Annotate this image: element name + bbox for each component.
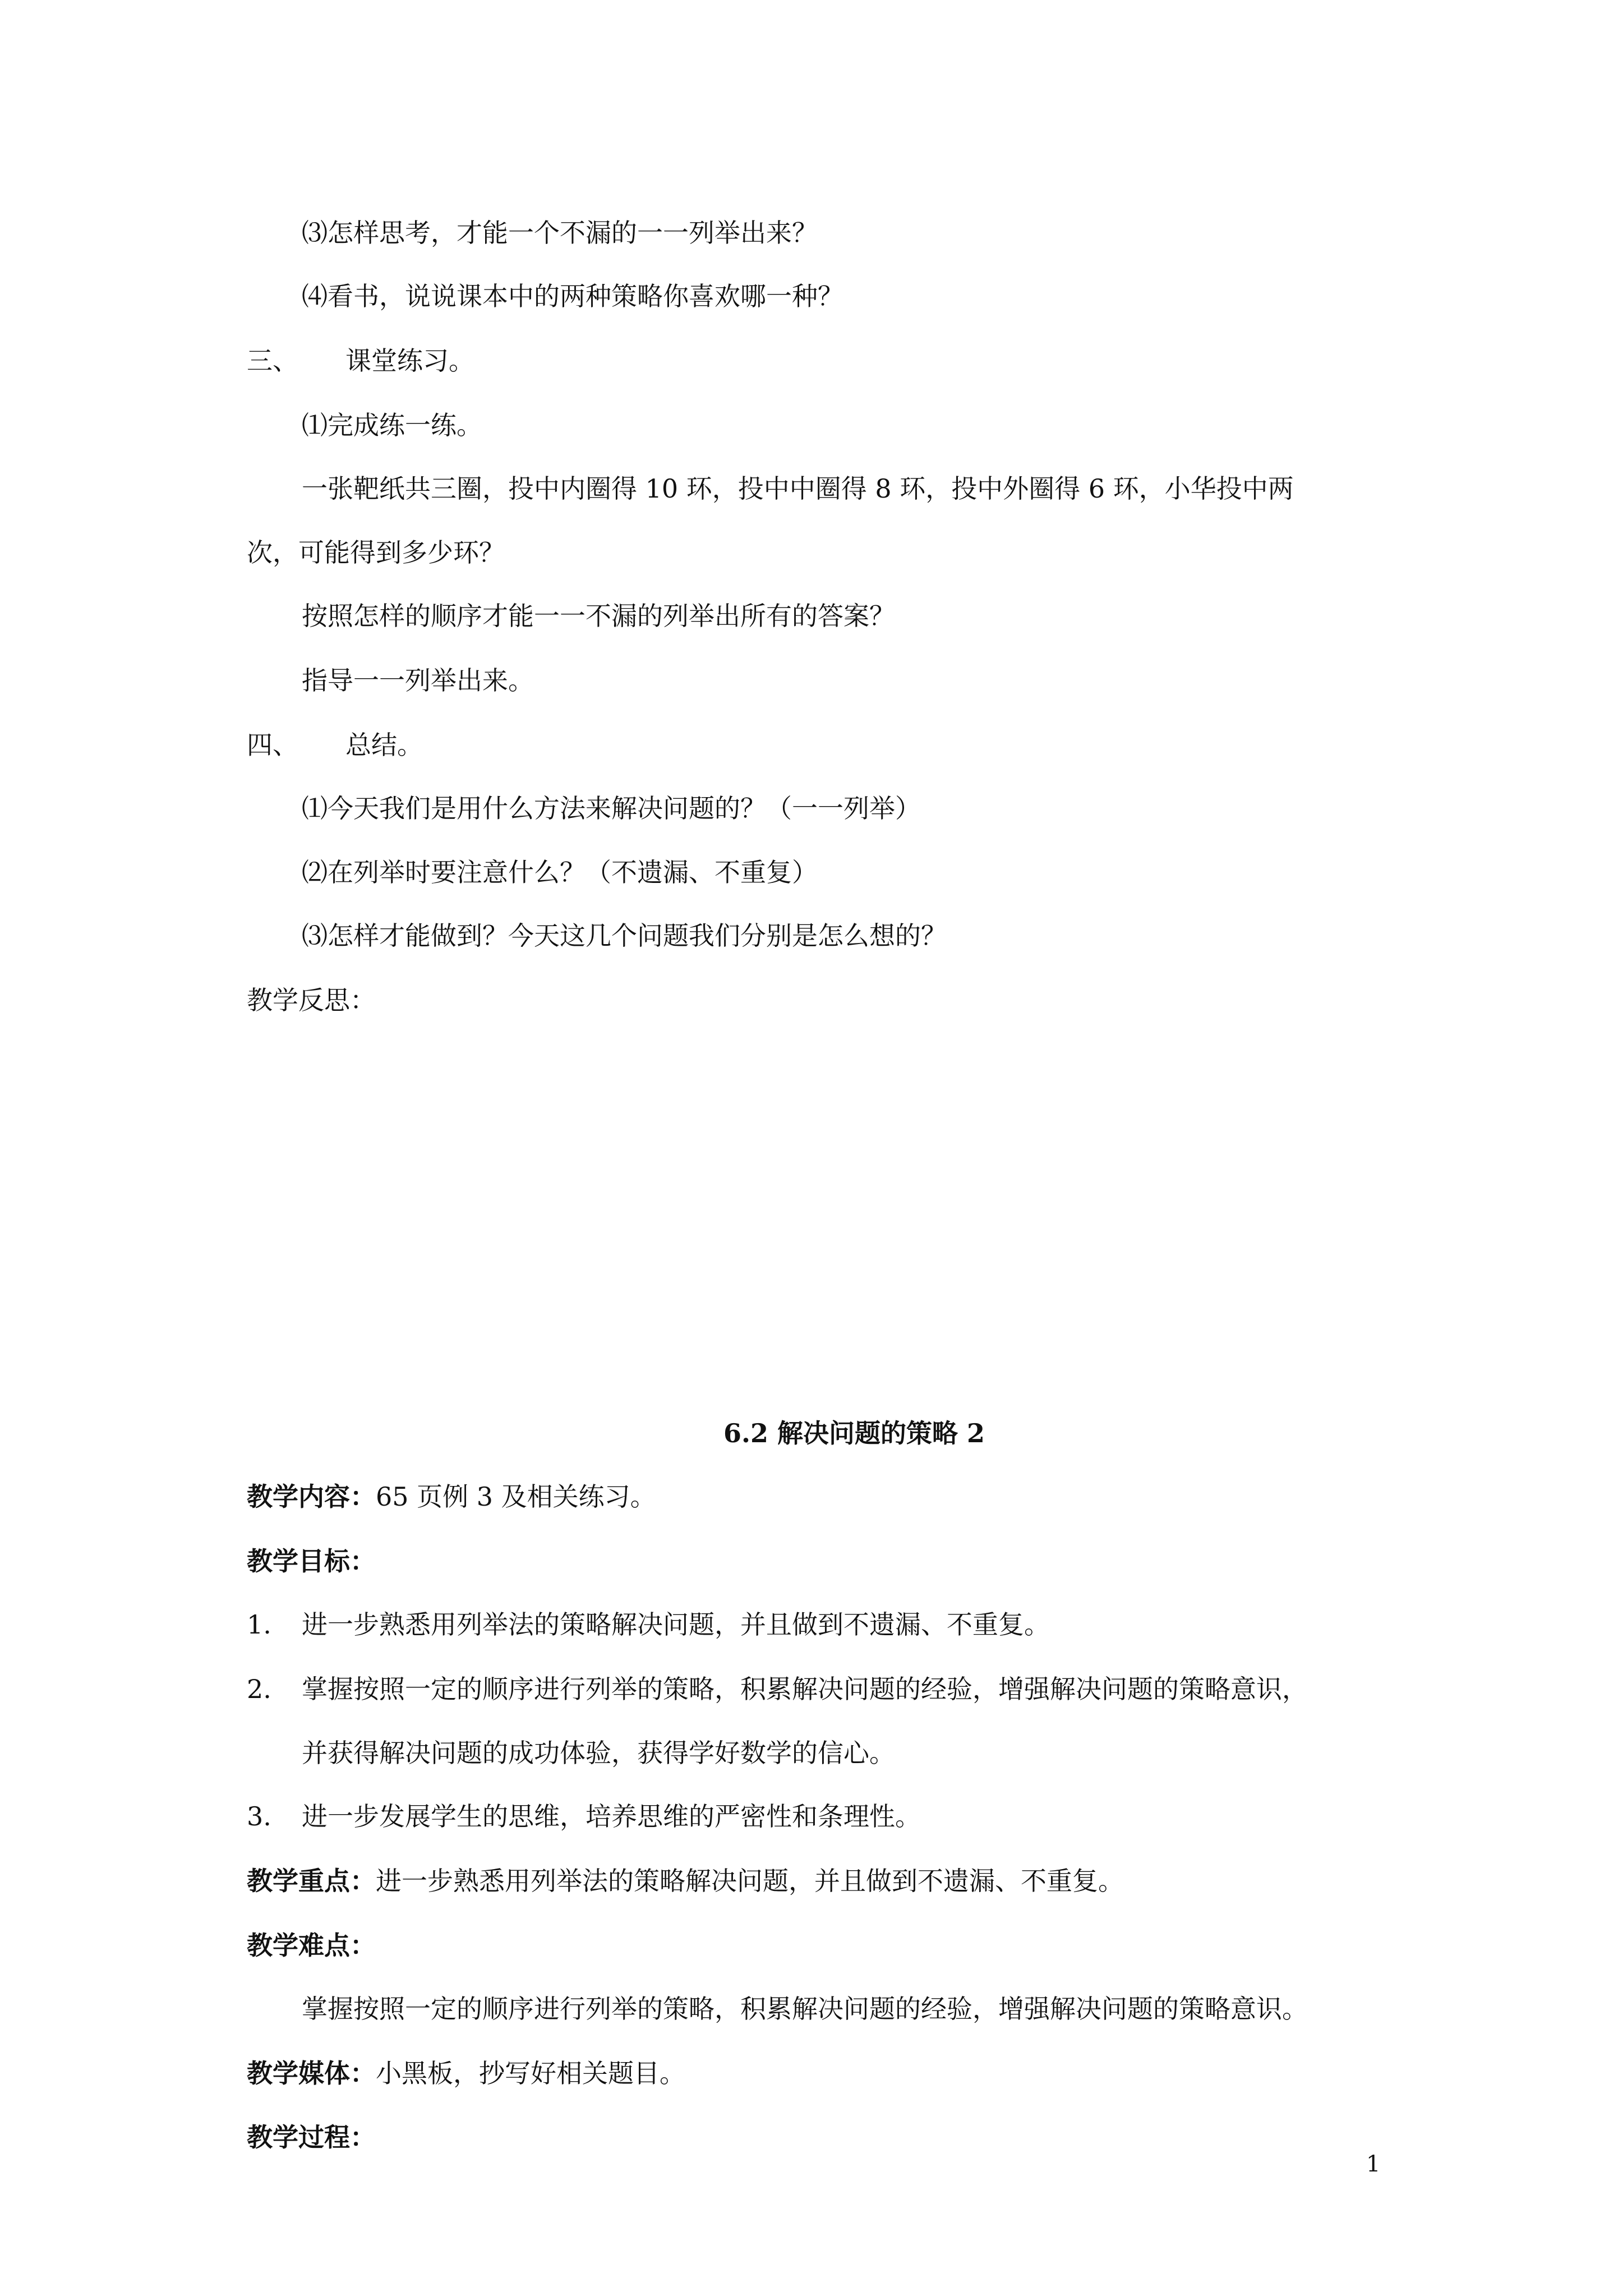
goal-item-2 [247,1676,1308,1702]
goal-item-3 [247,1801,921,1832]
teaching-difficulty-text: 掌握按照一定的顺序进行列举的策略，积累解决问题的经验，增强解决问题的策略意识。 [302,1994,1308,2024]
goal-number-2: 2. [247,1674,271,1704]
teaching-key-label: 教学重点： [247,1866,376,1896]
practice-problem-line-2: 次，可能得到多少环？ [247,537,505,568]
section-3-number: 三、 [247,346,298,376]
teaching-content-text: 65 页例 3 及相关练习。 [376,1481,656,1512]
summary-item-3: ⑶怎样才能做到？今天这几个问题我们分别是怎么想的？ [302,921,947,951]
teaching-goals-label: 教学目标： [247,1546,376,1576]
page-number: 1 [1366,2151,1381,2177]
question-4: ⑷看书，说说课本中的两种策略你喜欢哪一种？ [302,281,843,311]
section-4-heading [247,732,423,758]
teaching-key-text: 进一步熟悉用列举法的策略解决问题，并且做到不遗漏、不重复。 [376,1866,1124,1896]
teaching-process-label: 教学过程： [247,2122,376,2152]
teaching-key-point [247,1868,1124,1894]
practice-question: 按照怎样的顺序才能一一不漏的列举出所有的答案？ [302,601,895,631]
summary-item-2: ⑵在列举时要注意什么？（不遗漏、不重复） [302,857,818,887]
goal-number-3: 3. [247,1801,271,1832]
goal-number-1: 1. [247,1609,271,1640]
teaching-media [247,2060,685,2086]
practice-guide: 指导一一列举出来。 [302,665,534,696]
section-3-title: 课堂练习。 [345,346,474,376]
section-4-number: 四、 [247,730,298,760]
goal-text-3: 进一步发展学生的思维，培养思维的严密性和条理性。 [302,1801,921,1832]
question-3: ⑶怎样思考，才能一个不漏的一一列举出来？ [302,218,818,248]
teaching-content [247,1481,656,1512]
teaching-reflection-label: 教学反思： [247,985,376,1015]
teaching-media-label: 教学媒体： [247,2058,376,2088]
section-3-heading [247,348,474,374]
summary-item-1: ⑴今天我们是用什么方法来解决问题的？（一一列举） [302,793,921,823]
section-4-title: 总结。 [345,730,423,760]
teaching-content-label: 教学内容： [247,1481,376,1512]
practice-problem-line-1: 一张靶纸共三圈，投中内圈得 10 环，投中中圈得 8 环，投中外圈得 6 环，小华投中两 [302,473,1294,504]
teaching-difficulty-label: 教学难点： [247,1930,376,1961]
goal-text-1: 进一步熟悉用列举法的策略解决问题，并且做到不遗漏、不重复。 [302,1609,1050,1640]
practice-item-1: ⑴完成练一练。 [302,410,482,440]
teaching-media-text: 小黑板，抄写好相关题目。 [376,2058,685,2088]
lesson-title: 6.2 解决问题的策略 2 [723,1418,985,1448]
goal-item-2-continuation: 并获得解决问题的成功体验，获得学好数学的信心。 [302,1738,895,1768]
goal-item-1 [247,1609,1050,1640]
goal-text-2: 掌握按照一定的顺序进行列举的策略，积累解决问题的经验，增强解决问题的策略意识， [302,1674,1308,1704]
